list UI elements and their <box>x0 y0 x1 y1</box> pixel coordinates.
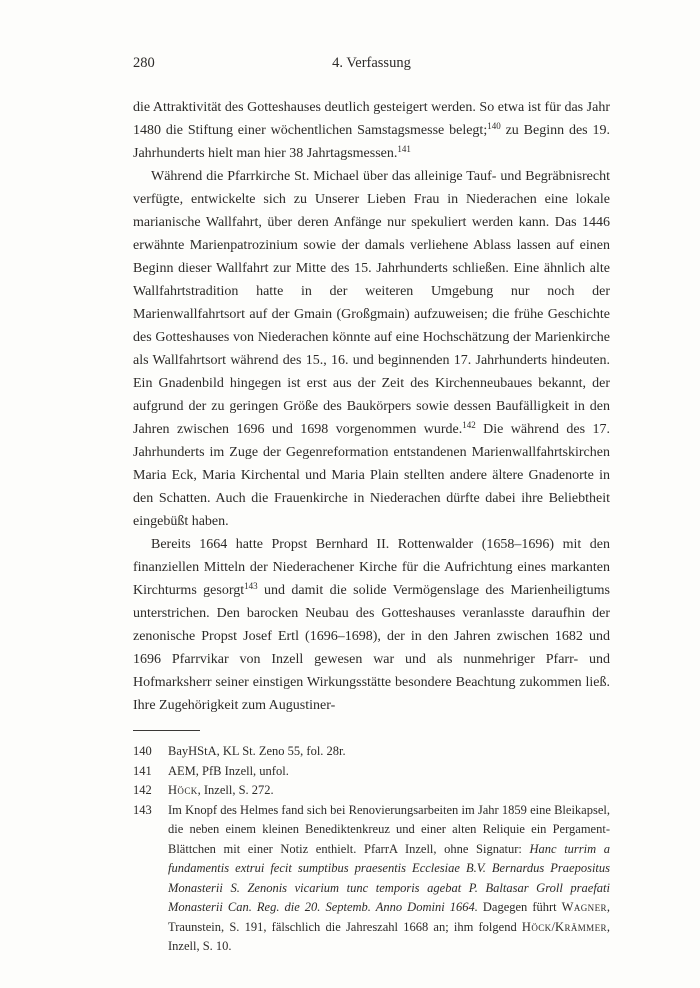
footnote-marker-142: 142 <box>462 420 476 430</box>
text-segment: , Traunstein, S. 191, fälschlich die Jahreszahl 1668 an; ihm folgend <box>168 900 610 934</box>
author-name-smallcaps: Wagner <box>561 900 607 914</box>
paragraph-1 <box>133 96 610 165</box>
footnote-141 <box>133 762 610 782</box>
text-segment: zu Beginn des 19. Jahrhunderts hielt man hier 38 Jahrtagsmessen. <box>133 123 610 161</box>
text-segment: AEM, PfB Inzell, unfol. <box>168 763 289 778</box>
text-segment: / <box>551 919 556 934</box>
footnote-marker-140: 140 <box>487 121 501 131</box>
footnotes-section <box>133 730 610 957</box>
footnote-140 <box>133 742 610 762</box>
paragraph-2 <box>133 165 610 533</box>
text-segment: BayHStA, KL St. Zeno 55, fol. 28r. <box>168 744 346 758</box>
running-header <box>133 54 610 72</box>
footnote-number: 140 <box>133 744 152 758</box>
text-segment: Die während des 17. Jahrhunderts im Zuge der Gegenreformation entstandenen Marienwallfahrtskirchen Maria Eck, Maria Kirchental und Maria Plain stellten andere ältere Gnadenorte in den Schatten. Auch die Frauenkirche in Niederachen dürfte dabei ihre Beliebtheit eingebüßt haben. <box>133 422 611 529</box>
text-segment: Dagegen führt <box>477 900 562 914</box>
footnote-number: 141 <box>133 763 152 778</box>
footnote-marker-141: 141 <box>397 144 411 154</box>
text-segment: Bereits 1664 hatte Propst Bernhard II. Rottenwalder (1658–1696) mit den finanziellen Mitteln der Niederachener Kirche für die Aufrichtung eines markanten Kirchturms gesorgt <box>133 537 610 598</box>
text-segment: Im Knopf des Helmes fand sich bei Renovierungsarbeiten im Jahr 1859 eine Bleikapsel, die neben einem kleinen Benediktenkreuz und einer alten Reliquie ein Pergament-Blättchen mit einer Notiz enthielt. PfarrA Inzell, ohne Signatur: <box>168 802 610 856</box>
footnote-number: 142 <box>133 783 152 797</box>
author-name-smallcaps: Krämmer <box>555 919 607 934</box>
body-text <box>133 96 610 717</box>
latin-quote-italic: Hanc turrim a fundamentis extrui fecit sumptibus praesentis Ecclesiae B.V. Bernardus Praepositus Monasterii S. Zenonis vicarium tunc temporis agebat P. Baltasar Groll praefati Monasterii Can. Reg. die 20. Septemb. Anno Domini 1664. <box>168 841 611 914</box>
footnote-text <box>168 801 610 957</box>
text-segment: und damit die solide Vermögenslage des Marienheiligtums unterstrichen. Den barocken Neubau des Gotteshauses veranlasste daraufhin der zenonische Propst Josef Ertl (1696–1698), der in den Jahren zwischen 1682 und 1696 Pfarrvikar von Inzell gewesen war und als nunmehriger Pfarr- und Hofmarksherr seiner einstigen Wirkungsstätte besondere Beachtung zukommen ließ. Ihre Zugehörigkeit zum Augustiner- <box>133 583 610 713</box>
footnote-separator-rule <box>133 730 200 731</box>
text-segment: , Inzell, S. 272. <box>197 783 274 797</box>
author-name-smallcaps: Höck <box>168 783 198 797</box>
text-segment: die Attraktivität des Gotteshauses deutlich gesteigert werden. So etwa ist für das Jahr 1480 die Stiftung einer wöchentlichen Samstagsmesse belegt; <box>133 100 610 138</box>
footnote-text <box>168 742 610 762</box>
footnote-142 <box>133 781 610 801</box>
text-segment: , Inzell, S. 10. <box>168 919 610 953</box>
text-segment: Während die Pfarrkirche St. Michael über das alleinige Tauf- und Begräbnisrecht verfügte, entwickelte sich zu Unserer Lieben Frau in Niederachen eine lokale marianische Wallfahrt, über deren Anfänge nur spekuliert werden kann. Das 1446 erwähnte Marienpatrozinium sowie der damals verliehene Ablass lassen auf einen Beginn dieser Wallfahrt zur Mitte des 15. Jahrhunderts schließen. Eine ähnlich alte Wallfahrtstradition hatte in der weiteren Umgebung nur noch der Marienwallfahrtsort auf der Gmain (Großgmain) aufzuweisen; die frühe Geschichte des Gotteshauses von Niederachen könnte auf eine Hochschätzung der Marienkirche als Wallfahrtsort während des 15., 16. und beginnenden 17. Jahrhunderts hindeuten. Ein Gnadenbild hingegen ist erst aus der Zeit des Kirchenneubaues bekannt, der aufgrund der zu geringen Größe des Baukörpers sowie dessen Baufälligkeit in den Jahren zwischen 1696 und 1698 vorgenommen wurde. <box>133 169 610 437</box>
footnote-text <box>168 762 610 782</box>
footnote-number: 143 <box>133 802 152 817</box>
footnote-143 <box>133 801 610 957</box>
footnote-text <box>168 781 610 801</box>
chapter-title: 4. Verfassung <box>332 55 411 71</box>
author-name-smallcaps: Höck <box>521 919 552 934</box>
page-content <box>133 54 610 957</box>
footnote-marker-143: 143 <box>244 581 258 591</box>
page-number: 280 <box>133 55 155 71</box>
paragraph-3 <box>133 533 610 717</box>
